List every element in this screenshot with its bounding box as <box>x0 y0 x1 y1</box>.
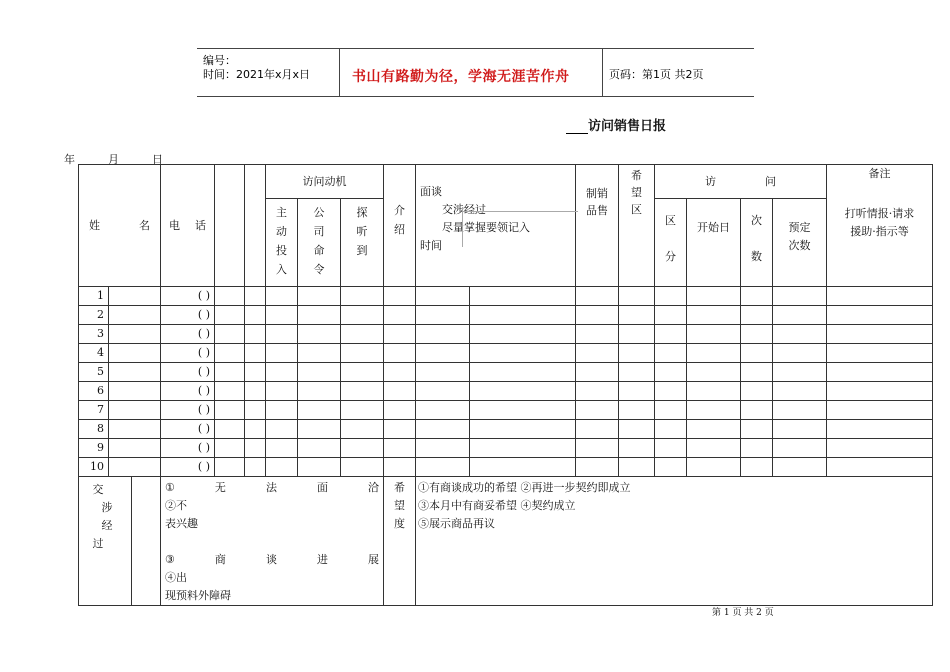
row-phone-cell[interactable] <box>161 382 215 401</box>
row-cell[interactable] <box>298 382 341 401</box>
row-cell[interactable] <box>619 306 655 325</box>
row-cell[interactable] <box>827 420 933 439</box>
talk-process-header: 面谈 交涉经过 尽量掌握要领记入 时间 <box>416 165 576 287</box>
hope-zone-header: 希 望 区 <box>619 165 655 287</box>
row-cell[interactable] <box>741 420 773 439</box>
page-footer: 第 1 页 共 2 页 <box>712 608 774 618</box>
row-cell[interactable] <box>341 439 384 458</box>
visit-planned-header: 预定 次数 <box>773 199 827 287</box>
row-cell[interactable] <box>576 287 619 306</box>
row-cell[interactable] <box>687 344 741 363</box>
row-number: 3 <box>79 325 109 344</box>
row-cell[interactable] <box>266 420 298 439</box>
row-cell[interactable] <box>245 287 266 306</box>
row-cell[interactable] <box>266 363 298 382</box>
row-number: 10 <box>79 458 109 477</box>
page-title: 访问销售日报 <box>566 115 666 134</box>
row-cell[interactable] <box>341 325 384 344</box>
row-cell[interactable] <box>741 287 773 306</box>
row-cell[interactable] <box>266 344 298 363</box>
row-cell[interactable] <box>245 458 266 477</box>
sales-items-header: 制销 品售 <box>576 165 619 287</box>
row-cell[interactable] <box>576 401 619 420</box>
row-cell[interactable] <box>245 382 266 401</box>
row-cell[interactable] <box>773 439 827 458</box>
row-cell[interactable] <box>619 363 655 382</box>
row-cell[interactable] <box>384 344 416 363</box>
row-cell[interactable] <box>215 420 245 439</box>
row-cell[interactable] <box>266 439 298 458</box>
row-phone-cell[interactable] <box>161 325 215 344</box>
row-cell[interactable] <box>298 287 341 306</box>
row-cell[interactable] <box>773 344 827 363</box>
row-phone-cell[interactable] <box>161 458 215 477</box>
row-cell[interactable] <box>773 306 827 325</box>
row-cell[interactable] <box>245 420 266 439</box>
row-cell[interactable] <box>576 344 619 363</box>
row-cell[interactable] <box>384 458 416 477</box>
row-number: 6 <box>79 382 109 401</box>
header-motto: 书山有路勤为径，学海无涯苦作舟 <box>352 69 570 85</box>
row-cell[interactable] <box>687 458 741 477</box>
row-cell[interactable] <box>245 325 266 344</box>
row-cell[interactable] <box>416 458 470 477</box>
row-cell[interactable] <box>341 401 384 420</box>
row-cell[interactable] <box>576 363 619 382</box>
row-cell[interactable] <box>655 439 687 458</box>
row-phone-paren: ( ) <box>197 460 210 473</box>
row-cell[interactable] <box>298 439 341 458</box>
row-cell[interactable] <box>827 401 933 420</box>
row-cell[interactable] <box>619 382 655 401</box>
row-phone-paren: ( ) <box>197 441 210 454</box>
row-cell[interactable] <box>470 439 576 458</box>
row-name-cell[interactable] <box>109 401 161 420</box>
visit-header: 访 问 <box>655 165 827 199</box>
row-phone-paren: ( ) <box>197 422 210 435</box>
row-cell[interactable] <box>416 439 470 458</box>
row-cell[interactable] <box>655 287 687 306</box>
row-cell[interactable] <box>773 382 827 401</box>
row-cell[interactable] <box>773 363 827 382</box>
row-cell[interactable] <box>773 458 827 477</box>
table-row <box>79 306 933 325</box>
row-cell[interactable] <box>245 344 266 363</box>
row-phone-paren: ( ) <box>197 365 210 378</box>
row-cell[interactable] <box>741 306 773 325</box>
row-cell[interactable] <box>576 306 619 325</box>
row-cell[interactable] <box>655 306 687 325</box>
row-cell[interactable] <box>576 439 619 458</box>
row-cell[interactable] <box>470 325 576 344</box>
row-cell[interactable] <box>655 344 687 363</box>
row-cell[interactable] <box>384 439 416 458</box>
row-cell[interactable] <box>416 420 470 439</box>
row-cell[interactable] <box>215 363 245 382</box>
row-cell[interactable] <box>687 420 741 439</box>
row-cell[interactable] <box>741 401 773 420</box>
row-cell[interactable] <box>266 382 298 401</box>
row-cell[interactable] <box>416 306 470 325</box>
row-cell[interactable] <box>245 363 266 382</box>
row-phone-paren: ( ) <box>197 384 210 397</box>
blank-header <box>245 165 266 287</box>
row-cell[interactable] <box>470 306 576 325</box>
row-cell[interactable] <box>384 382 416 401</box>
row-cell[interactable] <box>341 306 384 325</box>
row-cell[interactable] <box>470 363 576 382</box>
visit-start-header: 开始日 <box>687 199 741 287</box>
row-cell[interactable] <box>827 363 933 382</box>
row-cell[interactable] <box>298 401 341 420</box>
row-cell[interactable] <box>215 401 245 420</box>
row-cell[interactable] <box>576 382 619 401</box>
row-cell[interactable] <box>741 325 773 344</box>
process-label-cell: 交 涉 经 过 <box>79 477 161 606</box>
header-divider-right <box>602 48 603 96</box>
remark-header: 备注 打听情报·请求 援助·指示等 <box>827 165 933 287</box>
visit-motive-header: 访问动机 <box>266 165 384 199</box>
row-cell[interactable] <box>266 325 298 344</box>
date-month: 月 <box>108 153 119 166</box>
header-time: 时间：2021年x月x日 <box>203 68 311 81</box>
row-cell[interactable] <box>215 382 245 401</box>
row-cell[interactable] <box>416 363 470 382</box>
row-name-cell[interactable] <box>109 420 161 439</box>
row-cell[interactable] <box>470 382 576 401</box>
row-cell[interactable] <box>215 287 245 306</box>
row-cell[interactable] <box>384 420 416 439</box>
row-cell[interactable] <box>827 306 933 325</box>
row-cell[interactable] <box>741 344 773 363</box>
header-page: 页码：第1页 共2页 <box>609 68 704 81</box>
row-number: 5 <box>79 363 109 382</box>
row-cell[interactable] <box>655 401 687 420</box>
visit-zone-header: 区 分 <box>655 199 687 287</box>
row-cell[interactable] <box>215 344 245 363</box>
motive-company-header: 公 司 命 令 <box>298 199 341 287</box>
row-name-cell[interactable] <box>109 439 161 458</box>
table-row <box>79 401 933 420</box>
table-row <box>79 420 933 439</box>
row-cell[interactable] <box>215 458 245 477</box>
row-cell[interactable] <box>687 363 741 382</box>
row-cell[interactable] <box>416 287 470 306</box>
row-cell[interactable] <box>576 420 619 439</box>
row-number: 9 <box>79 439 109 458</box>
header-bottom-rule <box>197 96 754 97</box>
row-cell[interactable] <box>416 382 470 401</box>
row-cell[interactable] <box>266 306 298 325</box>
row-cell[interactable] <box>576 325 619 344</box>
row-cell[interactable] <box>687 306 741 325</box>
table-row <box>79 325 933 344</box>
motive-inquire-header: 探 听 到 <box>341 199 384 287</box>
row-number: 7 <box>79 401 109 420</box>
row-cell[interactable] <box>266 401 298 420</box>
row-phone-paren: ( ) <box>197 308 210 321</box>
row-phone-paren: ( ) <box>197 327 210 340</box>
row-phone-cell[interactable] <box>161 363 215 382</box>
row-phone-cell[interactable] <box>161 401 215 420</box>
row-cell[interactable] <box>341 382 384 401</box>
table-row <box>79 363 933 382</box>
row-cell[interactable] <box>619 401 655 420</box>
row-cell[interactable] <box>470 287 576 306</box>
row-cell[interactable] <box>266 458 298 477</box>
row-cell[interactable] <box>655 458 687 477</box>
row-cell[interactable] <box>298 363 341 382</box>
row-cell[interactable] <box>655 420 687 439</box>
row-cell[interactable] <box>773 325 827 344</box>
row-cell[interactable] <box>619 420 655 439</box>
row-cell[interactable] <box>827 287 933 306</box>
header-top-rule <box>197 48 754 49</box>
row-cell[interactable] <box>655 382 687 401</box>
row-cell[interactable] <box>470 420 576 439</box>
phone-header: 电 话 <box>161 165 215 287</box>
row-cell[interactable] <box>470 458 576 477</box>
table-row <box>79 382 933 401</box>
row-cell[interactable] <box>619 458 655 477</box>
motive-intro-header: 介 绍 <box>384 165 416 287</box>
row-cell[interactable] <box>827 439 933 458</box>
row-phone-cell[interactable] <box>161 344 215 363</box>
row-cell[interactable] <box>827 325 933 344</box>
row-cell[interactable] <box>384 325 416 344</box>
row-name-cell[interactable] <box>109 306 161 325</box>
row-cell[interactable] <box>619 325 655 344</box>
row-cell[interactable] <box>298 420 341 439</box>
row-cell[interactable] <box>215 325 245 344</box>
row-cell[interactable] <box>741 382 773 401</box>
row-phone-cell[interactable] <box>161 306 215 325</box>
row-cell[interactable] <box>245 439 266 458</box>
name-header: 姓 名 <box>79 165 161 287</box>
row-cell[interactable] <box>619 287 655 306</box>
row-cell[interactable] <box>416 401 470 420</box>
hope-degree-label: 希 望 度 <box>384 477 416 606</box>
row-cell[interactable] <box>576 458 619 477</box>
row-cell[interactable] <box>773 287 827 306</box>
row-cell[interactable] <box>619 344 655 363</box>
row-cell[interactable] <box>741 458 773 477</box>
row-cell[interactable] <box>827 458 933 477</box>
row-cell[interactable] <box>416 344 470 363</box>
row-cell[interactable] <box>773 401 827 420</box>
row-cell[interactable] <box>215 439 245 458</box>
process-options-cell: ① 无 法 面 洽 ②不 表兴趣 ③ 商 谈 进 展 ④出 现预料外障碍 <box>161 477 384 606</box>
row-cell[interactable] <box>298 344 341 363</box>
row-phone-paren: ( ) <box>197 403 210 416</box>
row-number: 1 <box>79 287 109 306</box>
row-cell[interactable] <box>341 344 384 363</box>
row-cell[interactable] <box>470 401 576 420</box>
row-phone-paren: ( ) <box>197 289 210 302</box>
row-name-cell[interactable] <box>109 363 161 382</box>
row-cell[interactable] <box>384 287 416 306</box>
row-cell[interactable] <box>687 287 741 306</box>
row-cell[interactable] <box>655 363 687 382</box>
row-name-cell[interactable] <box>109 458 161 477</box>
row-cell[interactable] <box>341 420 384 439</box>
row-cell[interactable] <box>384 306 416 325</box>
row-phone-paren: ( ) <box>197 346 210 359</box>
table-row <box>79 287 933 306</box>
row-cell[interactable] <box>687 401 741 420</box>
row-cell[interactable] <box>245 401 266 420</box>
visit-times-header: 次 数 <box>741 199 773 287</box>
row-cell[interactable] <box>341 287 384 306</box>
phone-ext-header <box>215 165 245 287</box>
date-day: 日 <box>152 153 163 166</box>
row-cell[interactable] <box>619 439 655 458</box>
row-cell[interactable] <box>827 382 933 401</box>
hope-options-cell: ①有商谈成功的希望 ②再进一步契约即成立 ③本月中有商妥希望 ④契约成立 ⑤展示商品再议 <box>416 477 933 606</box>
row-cell[interactable] <box>245 306 266 325</box>
header-divider-left <box>339 48 340 96</box>
row-cell[interactable] <box>341 458 384 477</box>
row-cell[interactable] <box>298 458 341 477</box>
row-cell[interactable] <box>298 306 341 325</box>
row-number: 4 <box>79 344 109 363</box>
row-cell[interactable] <box>741 363 773 382</box>
table-row <box>79 344 933 363</box>
row-cell[interactable] <box>687 325 741 344</box>
table-row <box>79 458 933 477</box>
row-phone-cell[interactable] <box>161 420 215 439</box>
row-name-cell[interactable] <box>109 287 161 306</box>
table-row <box>79 439 933 458</box>
row-name-cell[interactable] <box>109 344 161 363</box>
row-cell[interactable] <box>741 439 773 458</box>
row-cell[interactable] <box>215 306 245 325</box>
row-cell[interactable] <box>470 344 576 363</box>
row-cell[interactable] <box>655 325 687 344</box>
row-cell[interactable] <box>416 325 470 344</box>
row-phone-cell[interactable] <box>161 439 215 458</box>
motive-active-header: 主 动 投 入 <box>266 199 298 287</box>
row-cell[interactable] <box>687 382 741 401</box>
row-number: 2 <box>79 306 109 325</box>
row-name-cell[interactable] <box>109 325 161 344</box>
row-cell[interactable] <box>773 420 827 439</box>
row-phone-cell[interactable] <box>161 287 215 306</box>
date-year: 年 <box>64 153 75 166</box>
row-number: 8 <box>79 420 109 439</box>
row-cell[interactable] <box>298 325 341 344</box>
row-cell[interactable] <box>687 439 741 458</box>
header-number: 编号： <box>203 54 236 67</box>
row-cell[interactable] <box>384 363 416 382</box>
row-name-cell[interactable] <box>109 382 161 401</box>
row-cell[interactable] <box>266 287 298 306</box>
row-cell[interactable] <box>384 401 416 420</box>
row-cell[interactable] <box>341 363 384 382</box>
row-cell[interactable] <box>827 344 933 363</box>
sales-report-table <box>78 164 933 606</box>
